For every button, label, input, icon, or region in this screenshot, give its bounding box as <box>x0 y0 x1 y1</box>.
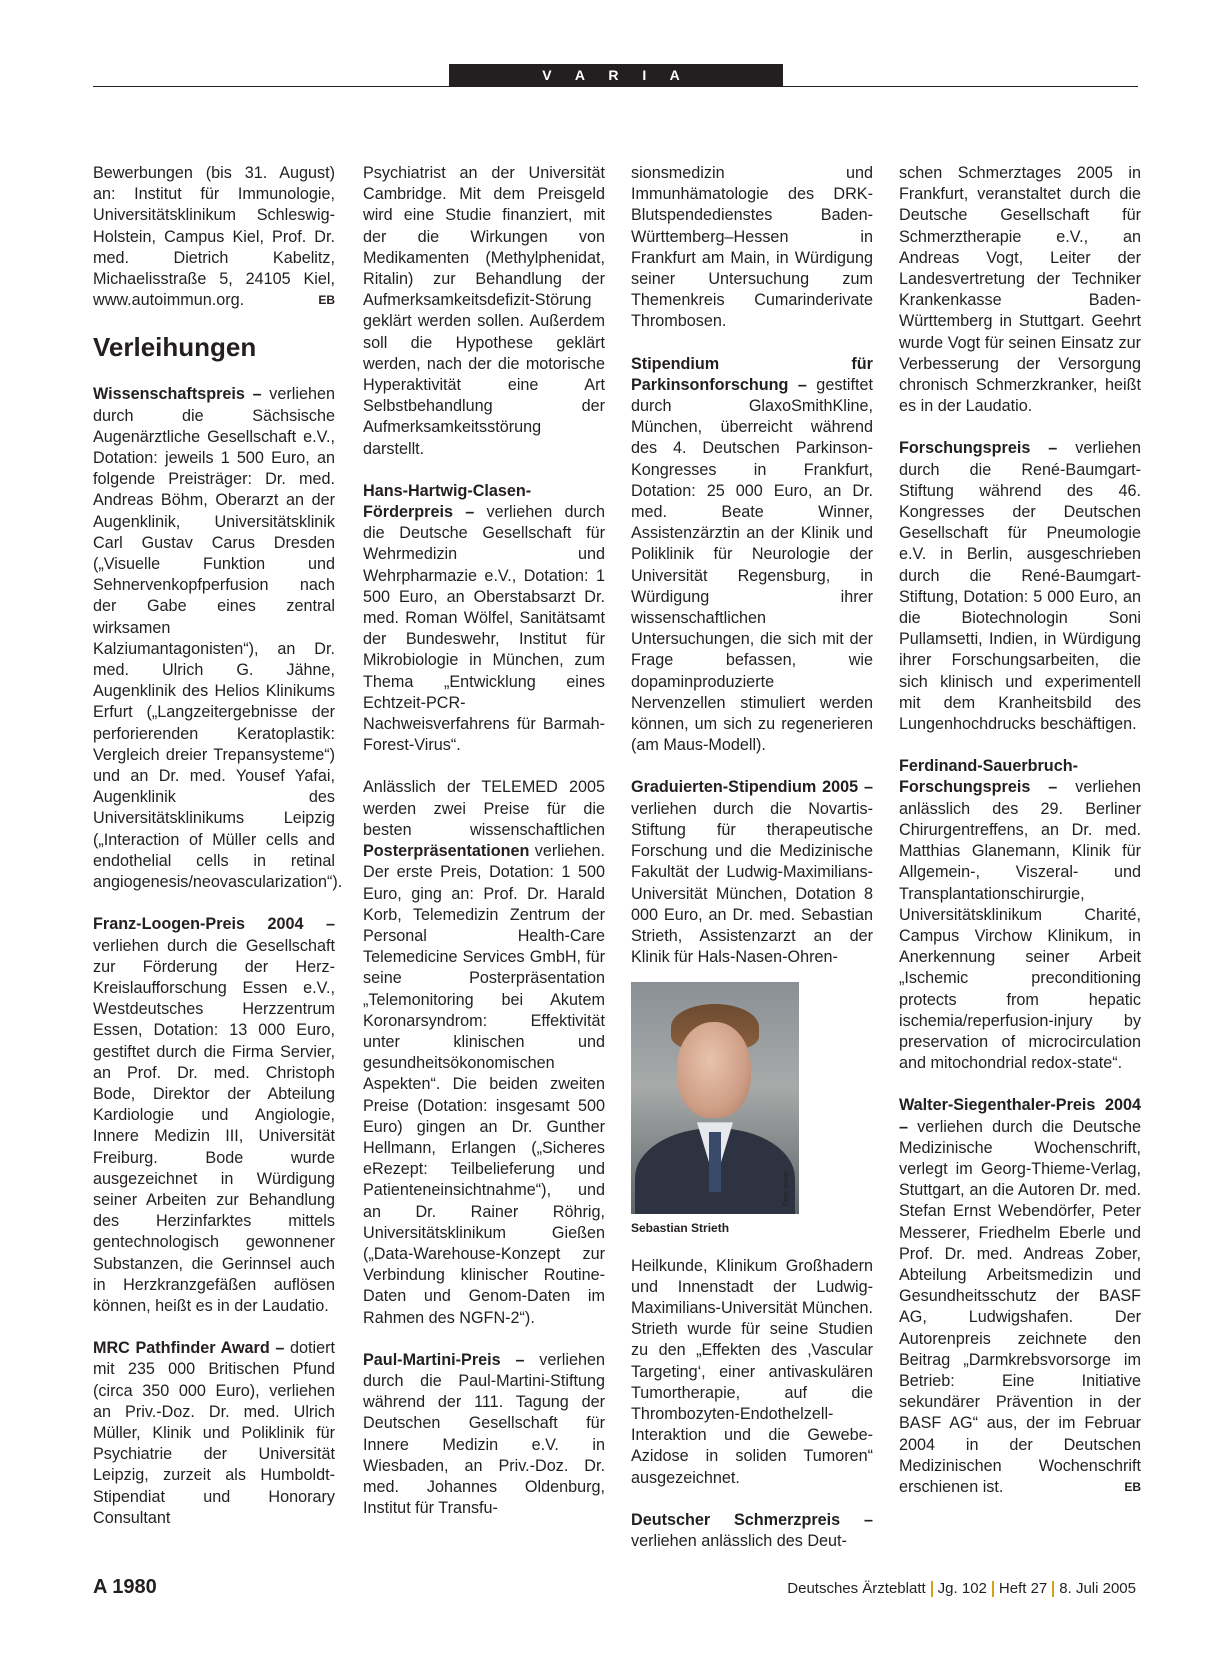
column-3 <box>631 163 873 1573</box>
article-paragraph: sionsmedizin und Immunhämatologie des DRK-Blutspendedienstes Baden-Württemberg–Hessen in Frankfurt am Main, in Würdigung seiner Untersuchung zum Themenkreis Cumarinderivate Thrombosen. <box>631 164 873 331</box>
journal-issue: Heft 27 <box>998 1580 1048 1597</box>
article-paragraph: Graduierten-Stipendium 2005 – verliehen durch die Novartis-Stiftung für therapeutische Forschung und die Medizinische Fakultät der Ludwig-Maximilians-Universität München, Dotation 8 000 Euro, an Dr. med. Sebastian Strieth, Assistenzarzt an der Klinik für Hals-Nasen-Ohren- <box>631 778 873 967</box>
article-paragraph: MRC Pathfinder Award – dotiert mit 235 000 Britischen Pfund (circa 350 000 Euro), verliehen an Priv.-Doz. Dr. med. Ulrich Müller, Klinik und Poliklinik für Psychiatrie der Universität Leipzig, zurzeit als Humboldt-Stipendiat und Honorary Consultant <box>93 1339 335 1527</box>
divider <box>1052 1581 1054 1597</box>
article-paragraph: Forschungspreis – verliehen durch die René-Baumgart-Stiftung während des 46. Kongresses der Deutschen Gesellschaft für Pneumologie e.V. in Berlin, ausgeschrieben durch die René-Baumgart-Stiftung, Dotation: 5 000 Euro, an die Biotechnologin Soni Pullamsetti, Indien, in Würdigung ihrer Forschungsarbeiten, die sich klinisch und experimentell mit dem Kranheitsbild des Lungenhochdrucks beschäftigen. <box>899 439 1141 734</box>
article-paragraph: Psychiatrist an der Universität Cambridge. Mit dem Preisgeld wird eine Studie finanziert, mit der die Wirkungen von Medikamenten (Methylphenidat, Ritalin) zur Behandlung der Aufmerksamkeitsdefizit-Störung geklärt werden sollen. Außerdem soll die Hypothese geklärt werden, nach der die motorische Hyperaktivität eine Art Selbstbehandlung der Aufmerksamkeitsstörung darstellt. <box>363 164 605 458</box>
article-paragraph: schen Schmerztages 2005 in Frankfurt, veranstaltet durch die Deutsche Gesellschaft für Schmerztherapie e.V., an Andreas Vogt, Leiter der Landesvertretung der Techniker Krankenkasse Baden-Württemberg in Stuttgart. Geehrt wurde Vogt für seinen Einsatz zur Verbesserung der Versorgung chronisch Schmerzkranker, heißt es in der Laudatio. <box>899 164 1141 416</box>
article-paragraph: Walter-Siegenthaler-Preis 2004 – verliehen durch die Deutsche Medizinische Wochenschrift, verlegt im Georg-Thieme-Verlag, Stuttgart, an die Autoren Dr. med. Stefan Ernst Webendörfer, Peter Messerer, Friedhelm Eberle und Prof. Dr. med. Andreas Zober, Abteilung Arbeitsmedizin und Gesundheitsschutz der BASF AG, Ludwigshafen. Der Autorenpreis zeichnete den Beitrag „Darmkrebsvorsorge im Betrieb: Eine Initiative sekundärer Prävention in der BASF AG“ aus, der im Februar 2004 in der Deutschen Medizinischen Wochenschrift erschienen ist. EB <box>899 1095 1141 1498</box>
section-heading: Verleihungen <box>93 332 257 363</box>
divider <box>931 1581 933 1597</box>
page-number: A 1980 <box>93 1576 157 1598</box>
article-paragraph: Franz-Loogen-Preis 2004 – verliehen durch die Gesellschaft zur Förderung der Herz-Kreislaufforschung Essen e.V., Westdeutsches Herzzentrum Essen, Dotation: 13 000 Euro, gestiftet durch die Firma Servier, an Prof. Dr. med. Christoph Bode, Direktor der Abteilung Kardiologie und Angiologie, Innere Medizin III, Universität Freiburg. Bode wurde ausgezeichnet in Würdigung seiner Arbeiten zur Behandlung des Herzinfarktes mittels gentechnologisch gewonnener Substanzen, die Gerinnsel auch in Herzkranzgefäßen auflösen können, heißt es in der Laudatio. <box>93 915 335 1315</box>
article-paragraph: Anlässlich der TELEMED 2005 werden zwei Preise für die besten wissenschaftlichen Posterpräsentationen verliehen. Der erste Preis, Dotation: 1 500 Euro, ging an: Prof. Dr. Harald Korb, Telemedizin Zentrum der Personal Health-Care Telemedicine Services GmbH, für seine Posterpräsentation „Telemonitoring bei Akutem Koronarsyndrom: Effektivität unter klinischen und gesundheitsökonomischen Aspekten“. Die beiden zweiten Preise (Dotation: insgesamt 500 Euro) gingen an Dr. Gunther Hellmann, Erlangen („Sicheres eRezept: Teilbelieferung und Patienteneinsichtnahme“), und an Dr. Rainer Röhrig, Universitätsklinikum Gießen („Data-Warehouse-Konzept zur Verbindung klinischer Routine-Daten und Genom-Daten im Rahmen des NGFN-2“). <box>363 778 605 1327</box>
journal-volume: Jg. 102 <box>937 1580 987 1597</box>
portrait-photo <box>631 982 799 1214</box>
column-2 <box>363 163 605 1540</box>
section-label: V A R I A <box>449 64 783 86</box>
article-paragraph: Stipendium für Parkinsonforschung – gestiftet durch GlaxoSmithKline, München, überreicht während des 4. Deutschen Parkinson-Kongresses in Frankfurt, Dotation: 25 000 Euro, an Dr. med. Beate Winner, Assistenzärztin an der Klinik und Poliklinik für Neurologie der Universität Regensburg, in Würdigung ihrer wissenschaftlichen Untersuchungen, die sich mit der Frage befassen, wie dopaminproduzierte Nervenzellen stimuliert werden können, um sich zu regenerieren (am Maus-Modell). <box>631 354 873 755</box>
author-sign: EB <box>318 293 335 308</box>
photo-caption: Sebastian Strieth <box>631 1221 730 1236</box>
article-paragraph: Ferdinand-Sauerbruch-Forschungspreis – verliehen anlässlich des 29. Berliner Chirurgentreffens, an Dr. med. Matthias Glanemann, Klinik für Allgemein-, Viszeral- und Transplantationschirurgie, Universitätsklinikum Charité, Campus Virchow Klinikum, in Anerkennung seiner Arbeit „Ischemic preconditioning protects from hepatic ischemia/reperfusion-injury by preservation of microcirculation and mitochondrial redox-state“. <box>899 757 1141 1073</box>
article-paragraph: Hans-Hartwig-Clasen-Förderpreis – verliehen durch die Deutsche Gesellschaft für Wehrmedizin und Wehrpharmazie e.V., Dotation: 1 500 Euro, an Oberstabsarzt Dr. med. Roman Wölfel, Sanitätsamt der Bundeswehr, Institut für Mikrobiologie in München, zum Thema „Entwicklung eines Echtzeit-PCR-Nachweisverfahrens für Barmah-Forest-Virus“. <box>363 481 605 755</box>
header-rule <box>93 86 1138 87</box>
journal-date: 8. Juli 2005 <box>1059 1580 1136 1597</box>
intro-paragraph: Bewerbungen (bis 31. August) an: Institut für Immunologie, Universitätsklinikum Schleswig-Holstein, Campus Kiel, Prof. Dr. med. Dietrich Kabelitz, Michaelisstraße 5, 24105 Kiel, www.autoimmun.org. EB <box>93 163 335 311</box>
photo-credit: Foto: privat <box>782 1171 790 1207</box>
journal-footer <box>787 1580 1136 1597</box>
article-paragraph: Heilkunde, Klinikum Großhadern und Innenstadt der Ludwig-Maximilians-Universität München. Strieth wurde für seine Studien zu den „Effekten des ‚Vascular Targeting‘, einer antivaskulären Tumortherapie, auf die Thrombozyten-Endothelzell-Interaktion und die Gewebe-Azidose in soliden Tumoren“ ausgezeichnet. <box>631 1256 873 1487</box>
column-4 <box>899 163 1141 1519</box>
article-paragraph: Deutscher Schmerzpreis – verliehen anlässlich des Deut- <box>631 1510 873 1550</box>
journal-name: Deutsches Ärzteblatt <box>787 1580 926 1597</box>
author-sign: EB <box>1124 1479 1141 1494</box>
column-1 <box>93 163 343 1550</box>
article-paragraph: Wissenschaftspreis – verliehen durch die Sächsische Augenärztliche Gesellschaft e.V., Dotation: jeweils 1 500 Euro, an folgende Preisträger: Dr. med. Andreas Böhm, Oberarzt an der Augenklinik, Universitätsklinik Carl Gustav Carus Dresden („Visuelle Funktion und Sehnervenkopfperfusion nach der Gabe eines zentral wirksamen Kalziumantagonisten“), an Dr. med. Ulrich G. Jähne, Augenklinik des Helios Klinikums Erfurt („Langzeitergebnisse der perforierenden Keratoplastik: Vergleich dreier Trepansysteme“) und an Dr. med. Yousef Yafai, Augenklinik des Universitätsklinikums Leipzig („Interaction of Müller cells and endothelial cells in retinal angiogenesis/neovascularization“). <box>93 385 343 892</box>
article-paragraph: Paul-Martini-Preis – verliehen durch die Paul-Martini-Stiftung während der 111. Tagung der Deutschen Gesellschaft für Innere Medizin e.V. in Wiesbaden, an Priv.-Doz. Dr. med. Johannes Oldenburg, Institut für Transfu- <box>363 1350 605 1518</box>
divider <box>992 1581 994 1597</box>
